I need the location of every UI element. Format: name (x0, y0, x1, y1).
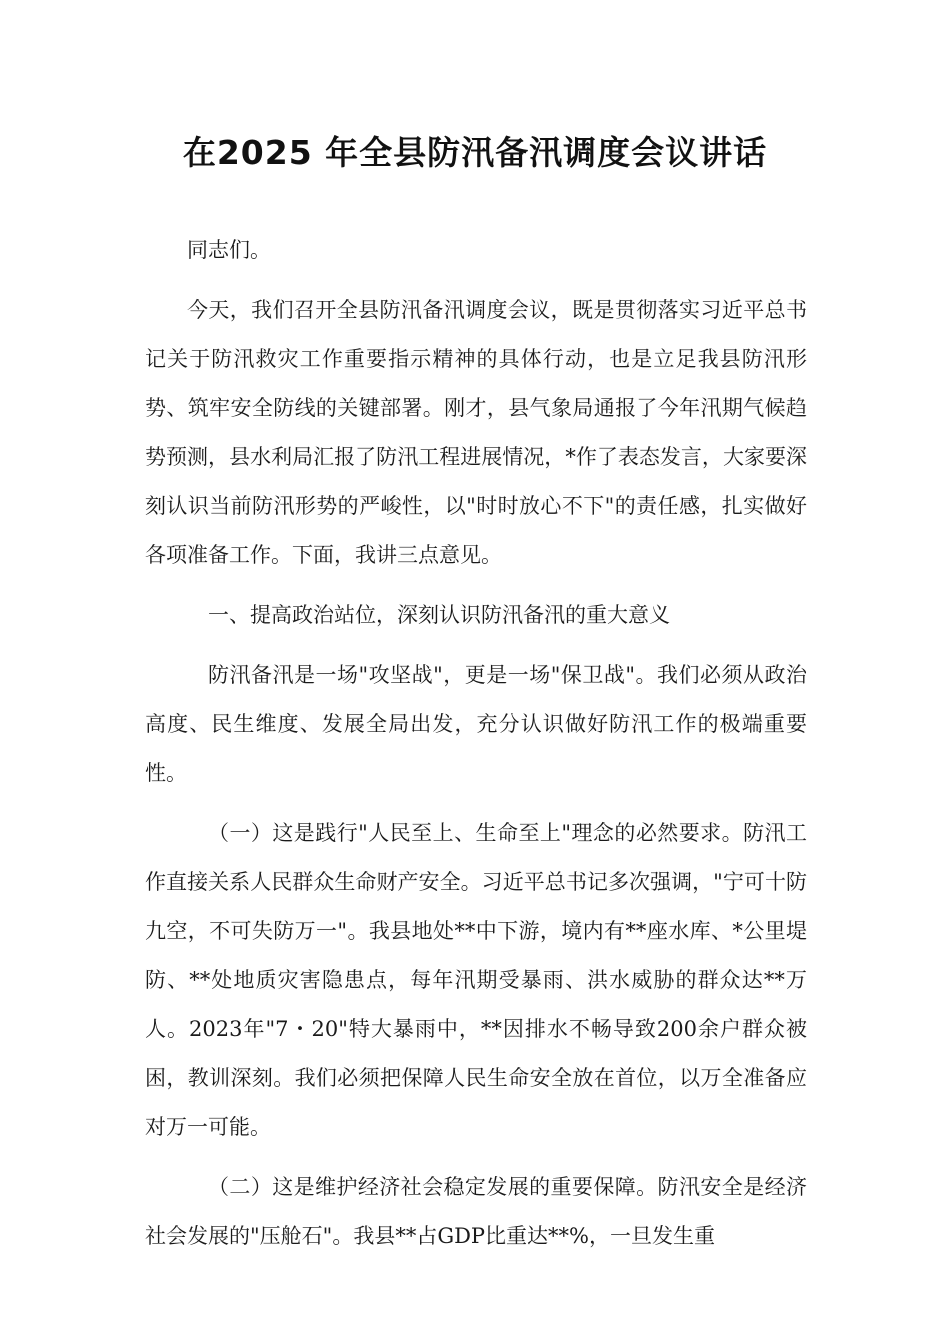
section-heading-1: 一、提高政治站位，深刻认识防汛备汛的重大意义 (208, 603, 670, 627)
document-body (145, 226, 807, 1272)
paragraph-subsection-1: （一）这是践行"人民至上、生命至上"理念的必然要求。防汛工作直接关系人民群众生命财产安全。习近平总书记多次强调，"宁可十防九空，不可失防万一"。我县地处**中下游，境内有**座水库、*公里堤防、**处地质灾害隐患点，每年汛期受暴雨、洪水威胁的群众达**万人。2023年"7・20"特大暴雨中，**因排水不畅导致200余户群众被困，教训深刻。我们必须把保障人民生命安全放在首位，以万全准备应对万一可能。 (145, 821, 807, 1139)
document-title: 在2025 年全县防汛备汛调度会议讲话 (182, 133, 768, 172)
paragraph-section-1: 防汛备汛是一场"攻坚战"，更是一场"保卫战"。我们必须从政治高度、民生维度、发展全局出发，充分认识做好防汛工作的极端重要性。 (145, 663, 807, 785)
paragraph-intro: 今天，我们召开全县防汛备汛调度会议，既是贯彻落实习近平总书记关于防汛救灾工作重要指示精神的具体行动，也是立足我县防汛形势、筑牢安全防线的关键部署。刚才，县气象局通报了今年汛期气候趋势预测，县水利局汇报了防汛工程进展情况，*作了表态发言，大家要深刻认识当前防汛形势的严峻性，以"时时放心不下"的责任感，扎实做好各项准备工作。下面，我讲三点意见。 (145, 298, 807, 567)
greeting-line: 同志们。 (187, 238, 271, 262)
paragraph-subsection-2: （二）这是维护经济社会稳定发展的重要保障。防汛安全是经济社会发展的"压舱石"。我县**占GDP比重达**%，一旦发生重 (145, 1175, 807, 1248)
